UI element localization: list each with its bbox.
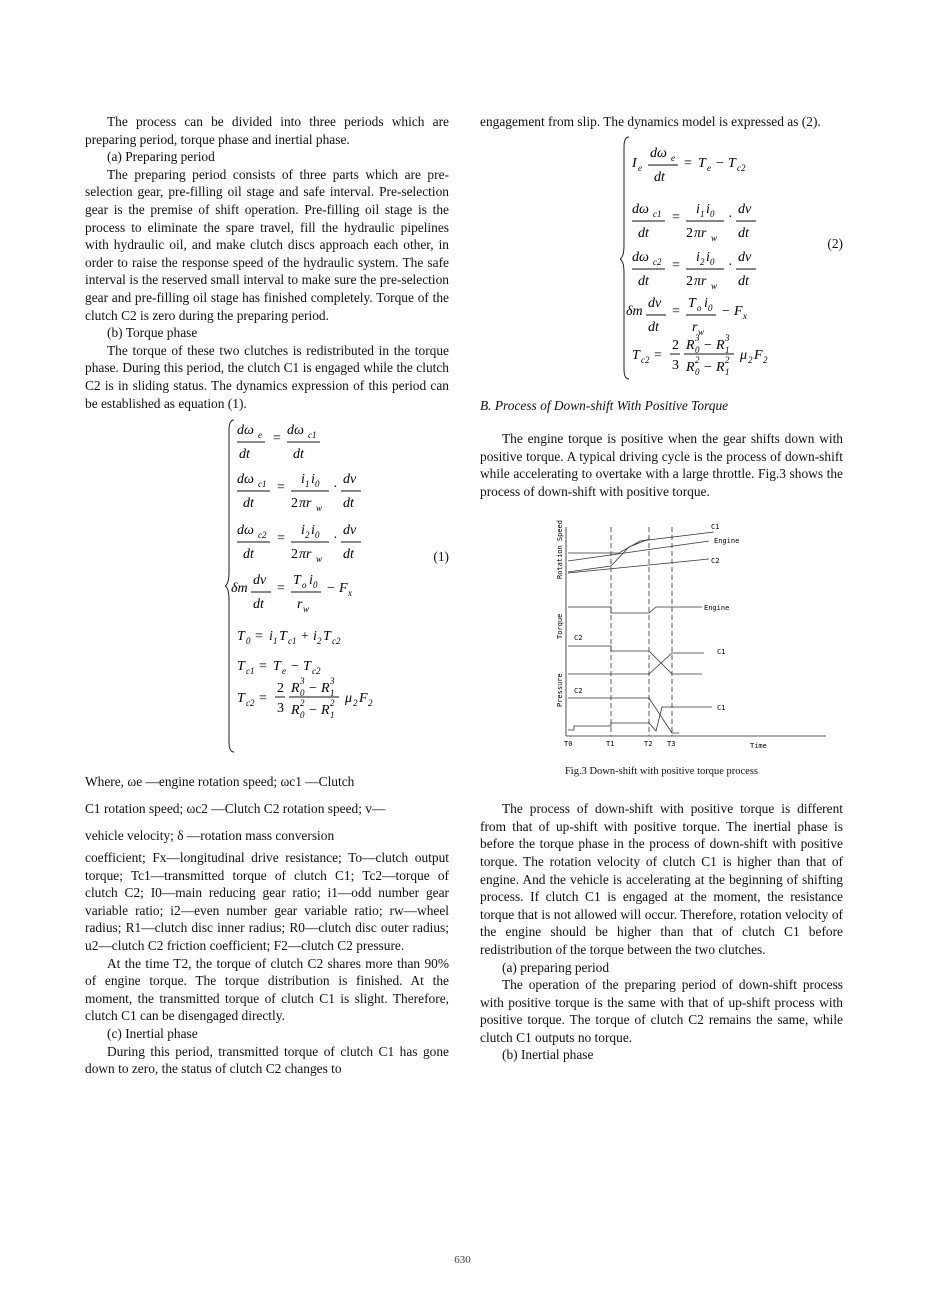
curve-label: C2 (711, 556, 720, 565)
svg-text:dω: dω (237, 423, 254, 439)
paragraph: The process of down-shift with positive torque is different from that of up-shift with positive torque. The inertial phase is before the torque phase in the process of down-shift with positive torque. The rotation velocity of clutch C1 is higher than that of engine. And the vehicle is accelerating at the beginning of shifting process. If clutch C1 is engaged at the moment, the resistance torque that is not allowed will occur. Therefore, rotation velocity of the engine should be higher than that of clutch C1 before redistribution of the torque between the two clutches. (480, 801, 843, 957)
svg-text:3: 3 (300, 676, 305, 687)
svg-text:3: 3 (330, 676, 335, 687)
svg-text:2: 2 (330, 698, 335, 709)
svg-text:dt: dt (243, 547, 254, 563)
svg-text:·: · (333, 531, 338, 547)
svg-text:c2: c2 (737, 162, 746, 173)
tick-label-t1: T1 (606, 739, 615, 748)
svg-text:R: R (291, 703, 300, 719)
svg-text:R: R (686, 337, 695, 353)
subheading-torque-phase: (b) Torque phase (107, 325, 198, 341)
svg-text:3: 3 (695, 332, 700, 343)
svg-text:=: = (259, 691, 267, 707)
equation-2-number: (2) (827, 235, 843, 251)
svg-text:πr: πr (299, 496, 312, 512)
svg-text:0: 0 (708, 302, 713, 313)
svg-text:i: i (704, 295, 708, 311)
svg-text:x: x (348, 588, 352, 599)
svg-text:i: i (706, 249, 710, 265)
paragraph: The torque of these two clutches is redistributed in the torque phase. During this period, the clutch C1 is engaged while the clutch C2 is in sliding status. The dynamics expression of this period can be established as equation (1). (85, 342, 449, 411)
svg-text:μ: μ (345, 691, 353, 707)
y-label-rotation-speed: Rotation Speed (556, 519, 564, 579)
svg-text:R: R (686, 359, 695, 375)
svg-text:−: − (722, 303, 730, 319)
svg-text:2: 2 (291, 547, 298, 563)
svg-text:c1: c1 (288, 636, 297, 647)
svg-text:1: 1 (273, 636, 278, 647)
curve-label: Engine (714, 536, 740, 545)
svg-text:e: e (707, 162, 711, 173)
svg-text:i: i (706, 201, 710, 217)
figure-caption: Fig.3 Down-shift with positive torque process (564, 765, 759, 777)
paragraph: The process can be divided into three periods which are preparing period, torque phase and inertial phase. (85, 114, 449, 147)
svg-text:w: w (316, 554, 323, 565)
curve-label: Engine (704, 603, 730, 612)
svg-text:dt: dt (638, 273, 649, 289)
svg-text:2: 2 (300, 698, 305, 709)
svg-text:T: T (279, 629, 287, 645)
svg-text:T: T (688, 295, 696, 311)
curve-label: C1 (711, 522, 720, 531)
svg-text:=: = (672, 303, 680, 319)
svg-text:x: x (743, 310, 747, 321)
svg-text:μ: μ (740, 347, 748, 363)
curve-c1-torque (568, 653, 704, 674)
svg-text:δm: δm (231, 581, 248, 597)
svg-text:e: e (671, 152, 675, 163)
svg-text:o: o (302, 580, 307, 591)
svg-text:c2: c2 (246, 698, 255, 709)
svg-text:c2: c2 (653, 256, 662, 267)
svg-text:w: w (711, 232, 718, 243)
curve-c2-pressure (568, 698, 679, 733)
svg-text:−: − (309, 681, 317, 697)
paragraph: At the time T2, the torque of clutch C2 shares more than 90% of engine torque. The torque distribution is finished. At the moment, the transmitted torque of clutch C1 is slight. Therefore, clutch C1 can be disengaged directly. (85, 955, 449, 1024)
svg-text:2: 2 (317, 636, 322, 647)
svg-text:πr: πr (694, 225, 707, 241)
svg-text:dt: dt (638, 225, 649, 241)
svg-text:c1: c1 (308, 430, 317, 441)
svg-text:dt: dt (343, 547, 354, 563)
svg-text:2: 2 (368, 698, 373, 709)
curve-label: C1 (717, 703, 726, 712)
svg-text:0: 0 (300, 710, 305, 721)
figure-3 (554, 517, 854, 753)
curve-label: C2 (574, 633, 583, 642)
svg-text:F: F (339, 581, 348, 597)
svg-text:=: = (654, 347, 662, 363)
curve-engine-speed (568, 541, 709, 561)
svg-text:·: · (728, 257, 733, 273)
svg-text:0: 0 (695, 344, 700, 355)
paragraph: The engine torque is positive when the gear shifts down with positive torque. A typical driving cycle is the process of down-shift while accelerating to overtake with a large throttle. Fig.3 shows the process of down-shift with positive torque. (480, 431, 843, 499)
tick-label-t2: T2 (644, 739, 653, 748)
svg-text:0: 0 (695, 366, 700, 377)
curve-label: C2 (574, 686, 583, 695)
svg-text:·: · (333, 480, 338, 496)
svg-text:2: 2 (672, 337, 679, 353)
svg-text:i: i (269, 629, 273, 645)
svg-text:c1: c1 (258, 479, 267, 490)
svg-text:T: T (632, 347, 640, 363)
svg-text:c1: c1 (653, 208, 662, 219)
svg-text:=: = (277, 531, 285, 547)
left-column (85, 113, 449, 1078)
svg-text:dt: dt (243, 496, 254, 512)
svg-text:3: 3 (725, 332, 730, 343)
svg-text:−: − (704, 359, 712, 375)
svg-text:w: w (698, 326, 705, 337)
svg-text:3: 3 (277, 701, 284, 717)
equation-1 (85, 412, 449, 762)
x-axis-label: Time (750, 741, 767, 750)
curve-engine-torque (568, 607, 702, 613)
svg-text:i: i (309, 573, 313, 589)
svg-text:2: 2 (748, 354, 753, 365)
svg-text:T: T (303, 659, 311, 675)
svg-text:=: = (259, 659, 267, 675)
svg-text:w: w (303, 604, 310, 615)
svg-text:1: 1 (330, 688, 335, 699)
svg-text:2: 2 (353, 698, 358, 709)
y-label-torque: Torque (556, 613, 564, 639)
right-column (480, 113, 843, 1064)
svg-text:dv: dv (343, 523, 357, 539)
svg-text:=: = (672, 209, 680, 225)
svg-text:dv: dv (648, 295, 662, 311)
svg-text:2: 2 (695, 354, 700, 365)
svg-text:e: e (638, 162, 642, 173)
svg-text:πr: πr (299, 547, 312, 563)
subheading-inertial-phase: (c) Inertial phase (107, 1026, 198, 1042)
svg-text:−: − (716, 155, 724, 171)
paragraph: The operation of the preparing period of down-shift process with positive torque is the same with that of up-shift process with positive torque. The torque of clutch C2 remains the same, while clutch C1 outputs no torque. (480, 977, 843, 1045)
svg-text:T: T (273, 659, 281, 675)
svg-text:dω: dω (237, 523, 254, 539)
svg-text:=: = (277, 480, 285, 496)
subheading-preparing-period: (a) Preparing period (107, 149, 215, 165)
svg-text:2: 2 (686, 273, 693, 289)
svg-text:2: 2 (725, 354, 730, 365)
svg-text:1: 1 (725, 344, 730, 355)
svg-text:0: 0 (315, 479, 320, 490)
svg-text:2: 2 (763, 354, 768, 365)
svg-text:F: F (754, 347, 763, 363)
svg-text:=: = (255, 629, 263, 645)
svg-text:r: r (692, 319, 698, 335)
svg-text:dω: dω (237, 472, 254, 488)
svg-text:dt: dt (239, 447, 250, 463)
svg-text:dv: dv (738, 201, 752, 217)
svg-text:F: F (734, 303, 743, 319)
svg-text:dω: dω (650, 145, 667, 161)
svg-text:dω: dω (287, 423, 304, 439)
svg-text:1: 1 (725, 366, 730, 377)
svg-text:T: T (728, 155, 736, 171)
svg-text:R: R (716, 337, 725, 353)
svg-text:0: 0 (300, 688, 305, 699)
equation-2 (480, 131, 843, 383)
svg-text:R: R (716, 359, 725, 375)
svg-text:0: 0 (710, 208, 715, 219)
svg-text:I: I (632, 155, 637, 171)
svg-text:R: R (321, 681, 330, 697)
svg-text:dt: dt (253, 597, 264, 613)
svg-text:δm: δm (626, 303, 643, 319)
svg-text:dω: dω (632, 201, 649, 217)
svg-text:T: T (698, 155, 706, 171)
subheading-preparing-period: (a) preparing period (502, 959, 610, 975)
equation-1-formula (225, 412, 485, 762)
svg-text:i: i (696, 249, 700, 265)
paragraph: The preparing period consists of three parts which are pre-selection gear, pre-filling oil stage and safe interval. Pre-selection gear is the premise of shift operation. Pre-filling oil stage is the process to eliminate the spare travel, fill the hydraulic pipelines with hydraulic oil, and make clutch discs approach each other, in order to raise the response speed of the hydraulic system. The safe interval is the reserved small interval to make sure the pre-selection gear and pre-filling oil stage has finished completely. Torque of the clutch C2 is zero during the preparing period. (85, 166, 449, 323)
svg-text:0: 0 (246, 636, 251, 647)
page-number: 630 (454, 1254, 471, 1266)
svg-text:i: i (311, 472, 315, 488)
svg-text:=: = (273, 431, 281, 447)
svg-text:2: 2 (686, 225, 693, 241)
svg-text:=: = (672, 257, 680, 273)
svg-text:dt: dt (738, 225, 749, 241)
svg-text:e: e (282, 666, 286, 677)
svg-text:e: e (258, 430, 262, 441)
svg-text:T: T (293, 573, 301, 589)
curve-c2-torque (568, 646, 702, 674)
svg-text:1: 1 (305, 479, 310, 490)
where-line: Where, ωe —engine rotation speed; ωc1 —Clutch (85, 774, 355, 790)
svg-text:r: r (297, 597, 303, 613)
svg-text:dt: dt (738, 273, 749, 289)
svg-text:dv: dv (738, 249, 752, 265)
y-label-pressure: Pressure (556, 672, 564, 707)
svg-text:i: i (696, 201, 700, 217)
svg-text:2: 2 (700, 256, 705, 267)
svg-text:T: T (237, 691, 245, 707)
curve-c2-speed (568, 559, 709, 573)
svg-text:dv: dv (253, 573, 267, 589)
svg-text:dt: dt (343, 496, 354, 512)
svg-text:−: − (704, 337, 712, 353)
svg-text:i: i (301, 472, 305, 488)
svg-text:0: 0 (315, 530, 320, 541)
svg-text:o: o (697, 302, 702, 313)
svg-text:c1: c1 (246, 666, 255, 677)
curve-label: C1 (717, 647, 726, 656)
svg-text:T: T (323, 629, 331, 645)
svg-text:2: 2 (305, 530, 310, 541)
svg-text:2: 2 (291, 496, 298, 512)
svg-text:−: − (327, 581, 335, 597)
svg-text:0: 0 (710, 256, 715, 267)
svg-text:3: 3 (672, 357, 679, 373)
svg-text:2: 2 (277, 681, 284, 697)
svg-text:c2: c2 (641, 354, 650, 365)
svg-text:−: − (309, 703, 317, 719)
svg-text:+: + (301, 629, 309, 645)
svg-text:T: T (237, 629, 245, 645)
where-line: C1 rotation speed; ωc2 —Clutch C2 rotation speed; v— (85, 801, 386, 817)
tick-label-t0: T0 (564, 739, 573, 748)
svg-text:i: i (301, 523, 305, 539)
svg-text:i: i (313, 629, 317, 645)
svg-text:c2: c2 (258, 530, 267, 541)
svg-text:c2: c2 (312, 666, 321, 677)
svg-text:−: − (291, 659, 299, 675)
equation-1-number: (1) (433, 549, 449, 565)
svg-text:R: R (291, 681, 300, 697)
svg-text:1: 1 (700, 208, 705, 219)
section-heading: B. Process of Down-shift With Positive Torque (480, 397, 729, 413)
svg-text:dv: dv (343, 472, 357, 488)
svg-text:T: T (237, 659, 245, 675)
svg-text:i: i (311, 523, 315, 539)
svg-text:dt: dt (654, 169, 665, 185)
subheading-inertial-phase: (b) Inertial phase (502, 1047, 594, 1063)
svg-text:w: w (711, 280, 718, 291)
svg-text:1: 1 (330, 710, 335, 721)
paragraph: During this period, transmitted torque of clutch C1 has gone down to zero, the status of clutch C2 changes to (85, 1043, 449, 1077)
curve-c1-pressure (568, 707, 712, 731)
svg-text:dt: dt (648, 319, 659, 335)
svg-text:=: = (277, 581, 285, 597)
paragraph: engagement from slip. The dynamics model is expressed as (2). (480, 114, 821, 129)
svg-text:R: R (321, 703, 330, 719)
svg-text:πr: πr (694, 273, 707, 289)
svg-text:0: 0 (313, 580, 318, 591)
svg-text:w: w (316, 503, 323, 514)
where-line: vehicle velocity; δ —rotation mass conversion (85, 828, 335, 844)
svg-text:F: F (359, 691, 368, 707)
where-definitions: coefficient; Fx—longitudinal drive resistance; To—clutch output torque; Tc1—transmitted torque of clutch C1; Tc2—torque of clutch C2; I0—main reducing gear ratio; i1—odd number gear variable ratio; i2—even number gear variable ratio; rw—wheel radius; R1—clutch disc inner radius; R0—clutch disc outer radius; u2—clutch C2 friction coefficient; F2—clutch C2 pressure. (85, 850, 449, 954)
tick-label-t3: T3 (667, 739, 676, 748)
svg-text:=: = (684, 155, 692, 171)
equation-2-formula (620, 133, 850, 385)
svg-text:·: · (728, 209, 733, 225)
svg-text:dt: dt (293, 447, 304, 463)
svg-text:dω: dω (632, 249, 649, 265)
svg-text:c2: c2 (332, 636, 341, 647)
